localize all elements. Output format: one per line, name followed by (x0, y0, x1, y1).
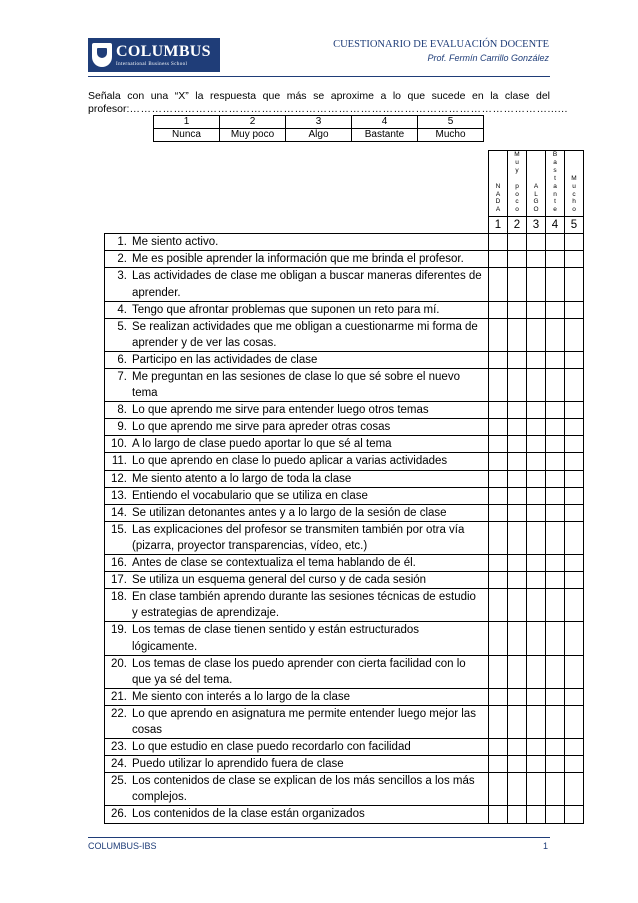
question-text: Las actividades de clase me obligan a buscar maneras diferentes de aprender. (132, 270, 482, 299)
answer-checkbox-cell[interactable] (489, 419, 508, 436)
answer-checkbox-cell[interactable] (546, 470, 565, 487)
scale-label: Algo (286, 129, 352, 142)
question-cell (105, 705, 489, 738)
question-number: 20. (111, 657, 127, 670)
question-row (105, 402, 584, 419)
question-text: Me preguntan en las sesiones de clase lo que sé sobre el nuevo tema (132, 371, 460, 400)
answer-checkbox-cell[interactable] (565, 555, 584, 572)
question-text: Las explicaciones del profesor se transmiten también por otra vía (pizarra, proyector transparencias, vídeo, etc.) (132, 523, 465, 552)
answer-checkbox-cell[interactable] (527, 402, 546, 419)
answer-checkbox-cell[interactable] (565, 470, 584, 487)
answer-checkbox-cell[interactable] (508, 806, 527, 823)
answer-checkbox-cell[interactable] (527, 318, 546, 351)
answer-checkbox-cell[interactable] (508, 436, 527, 453)
scale-number: 3 (286, 116, 352, 129)
question-number: 17. (111, 574, 127, 587)
answer-checkbox-cell[interactable] (546, 318, 565, 351)
answer-checkbox-cell[interactable] (546, 234, 565, 251)
answer-checkbox-cell[interactable] (527, 756, 546, 773)
answer-checkbox-cell[interactable] (508, 521, 527, 554)
answer-checkbox-cell[interactable] (527, 251, 546, 268)
answer-checkbox-cell[interactable] (489, 739, 508, 756)
scale-legend-table (153, 115, 484, 142)
question-cell (105, 234, 489, 251)
question-number: 10. (111, 438, 127, 451)
question-text: Lo que aprendo en clase lo puedo aplicar a varias actividades (132, 455, 448, 468)
answer-checkbox-cell[interactable] (508, 655, 527, 688)
answer-checkbox-cell[interactable] (546, 521, 565, 554)
answer-checkbox-cell[interactable] (508, 351, 527, 368)
question-text: Los temas de clase tienen sentido y están estructurados lógicamente. (132, 624, 420, 653)
question-text: Me siento atento a lo largo de toda la clase (132, 472, 352, 485)
question-text: Me es posible aprender la información que me brinda el profesor. (132, 253, 464, 266)
question-number: 6. (117, 353, 127, 366)
answer-checkbox-cell[interactable] (508, 756, 527, 773)
question-cell (105, 756, 489, 773)
question-text: Me siento activo. (132, 236, 219, 249)
column-number: 3 (527, 217, 546, 234)
answer-checkbox-cell[interactable] (508, 402, 527, 419)
answer-checkbox-cell[interactable] (546, 705, 565, 738)
document-author: Prof. Fermín Carrillo González (427, 53, 549, 63)
answer-checkbox-cell[interactable] (527, 655, 546, 688)
answer-checkbox-cell[interactable] (565, 268, 584, 301)
answer-checkbox-cell[interactable] (565, 589, 584, 622)
answer-checkbox-cell[interactable] (489, 756, 508, 773)
logo-subtitle: International Business School (116, 61, 188, 67)
answer-checkbox-cell[interactable] (489, 470, 508, 487)
column-header-vertical: M u c h o (565, 151, 584, 217)
answer-checkbox-cell[interactable] (489, 504, 508, 521)
question-cell (105, 470, 489, 487)
question-number: 23. (111, 741, 127, 754)
question-text: Los temas de clase los puedo aprender con cierta facilidad con lo que ya sé del tema. (132, 657, 466, 686)
answer-checkbox-cell[interactable] (489, 301, 508, 318)
answer-checkbox-cell[interactable] (508, 453, 527, 470)
answer-checkbox-cell[interactable] (546, 589, 565, 622)
question-cell (105, 773, 489, 806)
column-number: 5 (565, 217, 584, 234)
answer-checkbox-cell[interactable] (546, 572, 565, 589)
answer-checkbox-cell[interactable] (546, 351, 565, 368)
answer-checkbox-cell[interactable] (527, 487, 546, 504)
question-row (105, 268, 584, 301)
answer-checkbox-cell[interactable] (489, 521, 508, 554)
answer-checkbox-cell[interactable] (565, 756, 584, 773)
answer-checkbox-cell[interactable] (546, 622, 565, 655)
question-text: Entiendo el vocabulario que se utiliza en clase (132, 489, 368, 502)
answer-checkbox-cell[interactable] (527, 806, 546, 823)
question-row (105, 487, 584, 504)
columbus-logo (88, 38, 220, 72)
answer-checkbox-cell[interactable] (546, 555, 565, 572)
answer-checkbox-cell[interactable] (508, 622, 527, 655)
answer-checkbox-cell[interactable] (565, 739, 584, 756)
logo-name: COLUMBUS (116, 42, 211, 60)
answer-checkbox-cell[interactable] (527, 470, 546, 487)
answer-checkbox-cell[interactable] (565, 318, 584, 351)
logo-text (116, 44, 211, 67)
scale-label-row (154, 129, 484, 142)
scale-number: 2 (220, 116, 286, 129)
scale-label: Nunca (154, 129, 220, 142)
answer-checkbox-cell[interactable] (546, 688, 565, 705)
answer-checkbox-cell[interactable] (565, 622, 584, 655)
question-number: 22. (111, 707, 127, 720)
answer-checkbox-cell[interactable] (508, 487, 527, 504)
shield-icon (92, 43, 112, 67)
vertical-header-row (105, 151, 584, 217)
question-cell (105, 555, 489, 572)
question-cell (105, 369, 489, 402)
column-header-vertical: M u y p o c o (508, 151, 527, 217)
question-row (105, 688, 584, 705)
question-row (105, 504, 584, 521)
answer-checkbox-cell[interactable] (527, 622, 546, 655)
question-row (105, 806, 584, 823)
answer-checkbox-cell[interactable] (565, 806, 584, 823)
answer-checkbox-cell[interactable] (508, 318, 527, 351)
answer-checkbox-cell[interactable] (489, 773, 508, 806)
answer-checkbox-cell[interactable] (527, 268, 546, 301)
question-text: En clase también aprendo durante las sesiones técnicas de estudio y estrategias de aprendizaje. (132, 591, 476, 620)
answer-checkbox-cell[interactable] (508, 419, 527, 436)
question-cell (105, 504, 489, 521)
answer-checkbox-cell[interactable] (565, 705, 584, 738)
answer-checkbox-cell[interactable] (489, 251, 508, 268)
question-number: 21. (111, 690, 127, 703)
answer-checkbox-cell[interactable] (546, 806, 565, 823)
answer-checkbox-cell[interactable] (565, 369, 584, 402)
answer-checkbox-cell[interactable] (546, 487, 565, 504)
question-cell (105, 251, 489, 268)
footer-org: COLUMBUS-IBS (88, 841, 157, 851)
question-row (105, 572, 584, 589)
answer-checkbox-cell[interactable] (489, 402, 508, 419)
question-number: 18. (111, 591, 127, 604)
question-row (105, 251, 584, 268)
question-row (105, 234, 584, 251)
answer-checkbox-cell[interactable] (527, 453, 546, 470)
answer-checkbox-cell[interactable] (508, 773, 527, 806)
scale-number-row (154, 116, 484, 129)
answer-checkbox-cell[interactable] (527, 234, 546, 251)
answer-checkbox-cell[interactable] (546, 655, 565, 688)
question-number: 26. (111, 808, 127, 821)
question-cell (105, 351, 489, 368)
answer-checkbox-cell[interactable] (546, 773, 565, 806)
question-text: Lo que estudio en clase puedo recordarlo con facilidad (132, 741, 411, 754)
answer-checkbox-cell[interactable] (565, 504, 584, 521)
question-row (105, 705, 584, 738)
answer-checkbox-cell[interactable] (489, 234, 508, 251)
answer-checkbox-cell[interactable] (489, 487, 508, 504)
answer-checkbox-cell[interactable] (489, 369, 508, 402)
question-number: 8. (117, 404, 127, 417)
answer-checkbox-cell[interactable] (489, 555, 508, 572)
answer-checkbox-cell[interactable] (546, 402, 565, 419)
question-number: 15. (111, 523, 127, 536)
answer-checkbox-cell[interactable] (508, 369, 527, 402)
answer-checkbox-cell[interactable] (508, 301, 527, 318)
answer-checkbox-cell[interactable] (527, 301, 546, 318)
answer-checkbox-cell[interactable] (508, 688, 527, 705)
answer-checkbox-cell[interactable] (565, 351, 584, 368)
question-cell (105, 655, 489, 688)
answer-checkbox-cell[interactable] (546, 268, 565, 301)
answer-checkbox-cell[interactable] (527, 369, 546, 402)
question-text: Se utiliza un esquema general del curso y de cada sesión (132, 574, 427, 587)
answer-checkbox-cell[interactable] (565, 453, 584, 470)
question-row (105, 773, 584, 806)
question-cell (105, 739, 489, 756)
question-number: 16. (111, 557, 127, 570)
question-number: 3. (117, 270, 127, 283)
scale-label: Muy poco (220, 129, 286, 142)
question-number: 5. (117, 320, 127, 333)
question-row (105, 555, 584, 572)
answer-checkbox-cell[interactable] (565, 487, 584, 504)
answer-checkbox-cell[interactable] (527, 739, 546, 756)
answer-checkbox-cell[interactable] (565, 419, 584, 436)
question-number: 12. (111, 472, 127, 485)
question-number: 1. (117, 236, 127, 249)
question-cell (105, 521, 489, 554)
answer-checkbox-cell[interactable] (489, 655, 508, 688)
answer-checkbox-cell[interactable] (508, 572, 527, 589)
question-row (105, 739, 584, 756)
answer-checkbox-cell[interactable] (565, 402, 584, 419)
question-text: Se utilizan detonantes antes y a lo largo de la sesión de clase (132, 506, 447, 519)
answer-checkbox-cell[interactable] (489, 589, 508, 622)
answer-checkbox-cell[interactable] (546, 436, 565, 453)
question-text: A lo largo de clase puedo aportar lo que sé al tema (132, 438, 392, 451)
answer-checkbox-cell[interactable] (527, 572, 546, 589)
question-number: 9. (117, 421, 127, 434)
answer-checkbox-cell[interactable] (508, 251, 527, 268)
column-number: 4 (546, 217, 565, 234)
question-cell (105, 318, 489, 351)
document-title: CUESTIONARIO DE EVALUACIÓN DOCENTE (333, 39, 549, 50)
instruction-dots: ……………………………………………………………………………………………………...... (129, 102, 568, 115)
question-row (105, 436, 584, 453)
answer-checkbox-cell[interactable] (508, 470, 527, 487)
question-cell (105, 419, 489, 436)
answer-checkbox-cell[interactable] (527, 705, 546, 738)
question-number: 24. (111, 758, 127, 771)
question-row (105, 470, 584, 487)
answer-checkbox-cell[interactable] (565, 301, 584, 318)
question-cell (105, 453, 489, 470)
answer-checkbox-cell[interactable] (527, 555, 546, 572)
column-number: 2 (508, 217, 527, 234)
answer-checkbox-cell[interactable] (565, 655, 584, 688)
column-header-vertical: A L G O (527, 151, 546, 217)
question-cell (105, 589, 489, 622)
answer-checkbox-cell[interactable] (565, 688, 584, 705)
answer-checkbox-cell[interactable] (489, 436, 508, 453)
header-divider (88, 76, 550, 77)
answer-checkbox-cell[interactable] (546, 301, 565, 318)
question-text: Se realizan actividades que me obligan a cuestionarme mi forma de aprender y de ver las cosas. (132, 320, 478, 349)
answer-checkbox-cell[interactable] (508, 589, 527, 622)
answer-checkbox-cell[interactable] (489, 572, 508, 589)
answer-checkbox-cell[interactable] (489, 453, 508, 470)
answer-checkbox-cell[interactable] (508, 268, 527, 301)
question-number: 19. (111, 624, 127, 637)
questionnaire-table (104, 150, 584, 824)
answer-checkbox-cell[interactable] (489, 806, 508, 823)
footer-divider (88, 837, 550, 838)
column-header-vertical: N A D A (489, 151, 508, 217)
question-cell (105, 688, 489, 705)
question-row (105, 756, 584, 773)
answer-checkbox-cell[interactable] (527, 773, 546, 806)
question-number: 14. (111, 506, 127, 519)
answer-checkbox-cell[interactable] (527, 351, 546, 368)
question-row (105, 318, 584, 351)
question-row (105, 589, 584, 622)
answer-checkbox-cell[interactable] (489, 318, 508, 351)
question-text: Los contenidos de clase se explican de los más sencillos a los más complejos. (132, 775, 475, 804)
question-text: Lo que aprendo me sirve para entender luego otros temas (132, 404, 429, 417)
answer-checkbox-cell[interactable] (527, 521, 546, 554)
answer-checkbox-cell[interactable] (508, 555, 527, 572)
answer-checkbox-cell[interactable] (489, 622, 508, 655)
scale-number: 4 (352, 116, 418, 129)
question-cell (105, 402, 489, 419)
answer-checkbox-cell[interactable] (508, 234, 527, 251)
question-number: 4. (117, 303, 127, 316)
scale-number: 1 (154, 116, 220, 129)
answer-checkbox-cell[interactable] (508, 739, 527, 756)
question-number: 25. (111, 775, 127, 788)
question-text: Los contenidos de la clase están organizados (132, 808, 365, 821)
header-blank-cell (105, 151, 489, 234)
question-text: Lo que aprendo me sirve para apreder otras cosas (132, 421, 391, 434)
question-cell (105, 572, 489, 589)
answer-checkbox-cell[interactable] (527, 589, 546, 622)
question-text: Antes de clase se contextualiza el tema hablando de él. (132, 557, 416, 570)
instruction-paragraph (88, 90, 568, 115)
question-number: 11. (111, 455, 127, 468)
question-cell (105, 806, 489, 823)
question-text: Tengo que afrontar problemas que suponen un reto para mí. (132, 303, 440, 316)
question-row (105, 369, 584, 402)
question-row (105, 521, 584, 554)
question-number: 13. (111, 489, 127, 502)
answer-checkbox-cell[interactable] (489, 268, 508, 301)
answer-checkbox-cell[interactable] (546, 251, 565, 268)
answer-checkbox-cell[interactable] (546, 419, 565, 436)
question-row (105, 301, 584, 318)
page-number: 1 (542, 841, 548, 851)
question-row (105, 419, 584, 436)
answer-checkbox-cell[interactable] (565, 572, 584, 589)
question-row (105, 655, 584, 688)
column-number: 1 (489, 217, 508, 234)
answer-checkbox-cell[interactable] (565, 773, 584, 806)
question-text: Lo que aprendo en asignatura me permite entender luego mejor las cosas (132, 707, 476, 736)
answer-checkbox-cell[interactable] (508, 504, 527, 521)
answer-checkbox-cell[interactable] (527, 688, 546, 705)
column-header-vertical: B a s t a n t e (546, 151, 565, 217)
scale-number: 5 (418, 116, 484, 129)
answer-checkbox-cell[interactable] (527, 504, 546, 521)
question-number: 2. (117, 253, 127, 266)
question-row (105, 622, 584, 655)
answer-checkbox-cell[interactable] (546, 504, 565, 521)
answer-checkbox-cell[interactable] (565, 251, 584, 268)
answer-checkbox-cell[interactable] (489, 688, 508, 705)
scale-label: Mucho (418, 129, 484, 142)
instruction-text: Señala con una “X” la respuesta que más se aproxime a lo que sucede en la clase del profesor: (88, 90, 550, 115)
scale-label: Bastante (352, 129, 418, 142)
question-cell (105, 436, 489, 453)
question-text: Participo en las actividades de clase (132, 353, 318, 366)
answer-checkbox-cell[interactable] (527, 419, 546, 436)
answer-checkbox-cell[interactable] (565, 521, 584, 554)
answer-checkbox-cell[interactable] (508, 705, 527, 738)
answer-checkbox-cell[interactable] (565, 436, 584, 453)
answer-checkbox-cell[interactable] (527, 436, 546, 453)
answer-checkbox-cell[interactable] (546, 756, 565, 773)
answer-checkbox-cell[interactable] (565, 234, 584, 251)
question-cell (105, 487, 489, 504)
question-number: 7. (117, 371, 127, 383)
answer-checkbox-cell[interactable] (489, 705, 508, 738)
question-text: Puedo utilizar lo aprendido fuera de clase (132, 758, 344, 771)
answer-checkbox-cell[interactable] (546, 739, 565, 756)
question-row (105, 453, 584, 470)
question-row (105, 351, 584, 368)
question-cell (105, 268, 489, 301)
answer-checkbox-cell[interactable] (546, 453, 565, 470)
answer-checkbox-cell[interactable] (489, 351, 508, 368)
question-cell (105, 622, 489, 655)
question-text: Me siento con interés a lo largo de la clase (132, 690, 350, 703)
question-cell (105, 301, 489, 318)
answer-checkbox-cell[interactable] (546, 369, 565, 402)
